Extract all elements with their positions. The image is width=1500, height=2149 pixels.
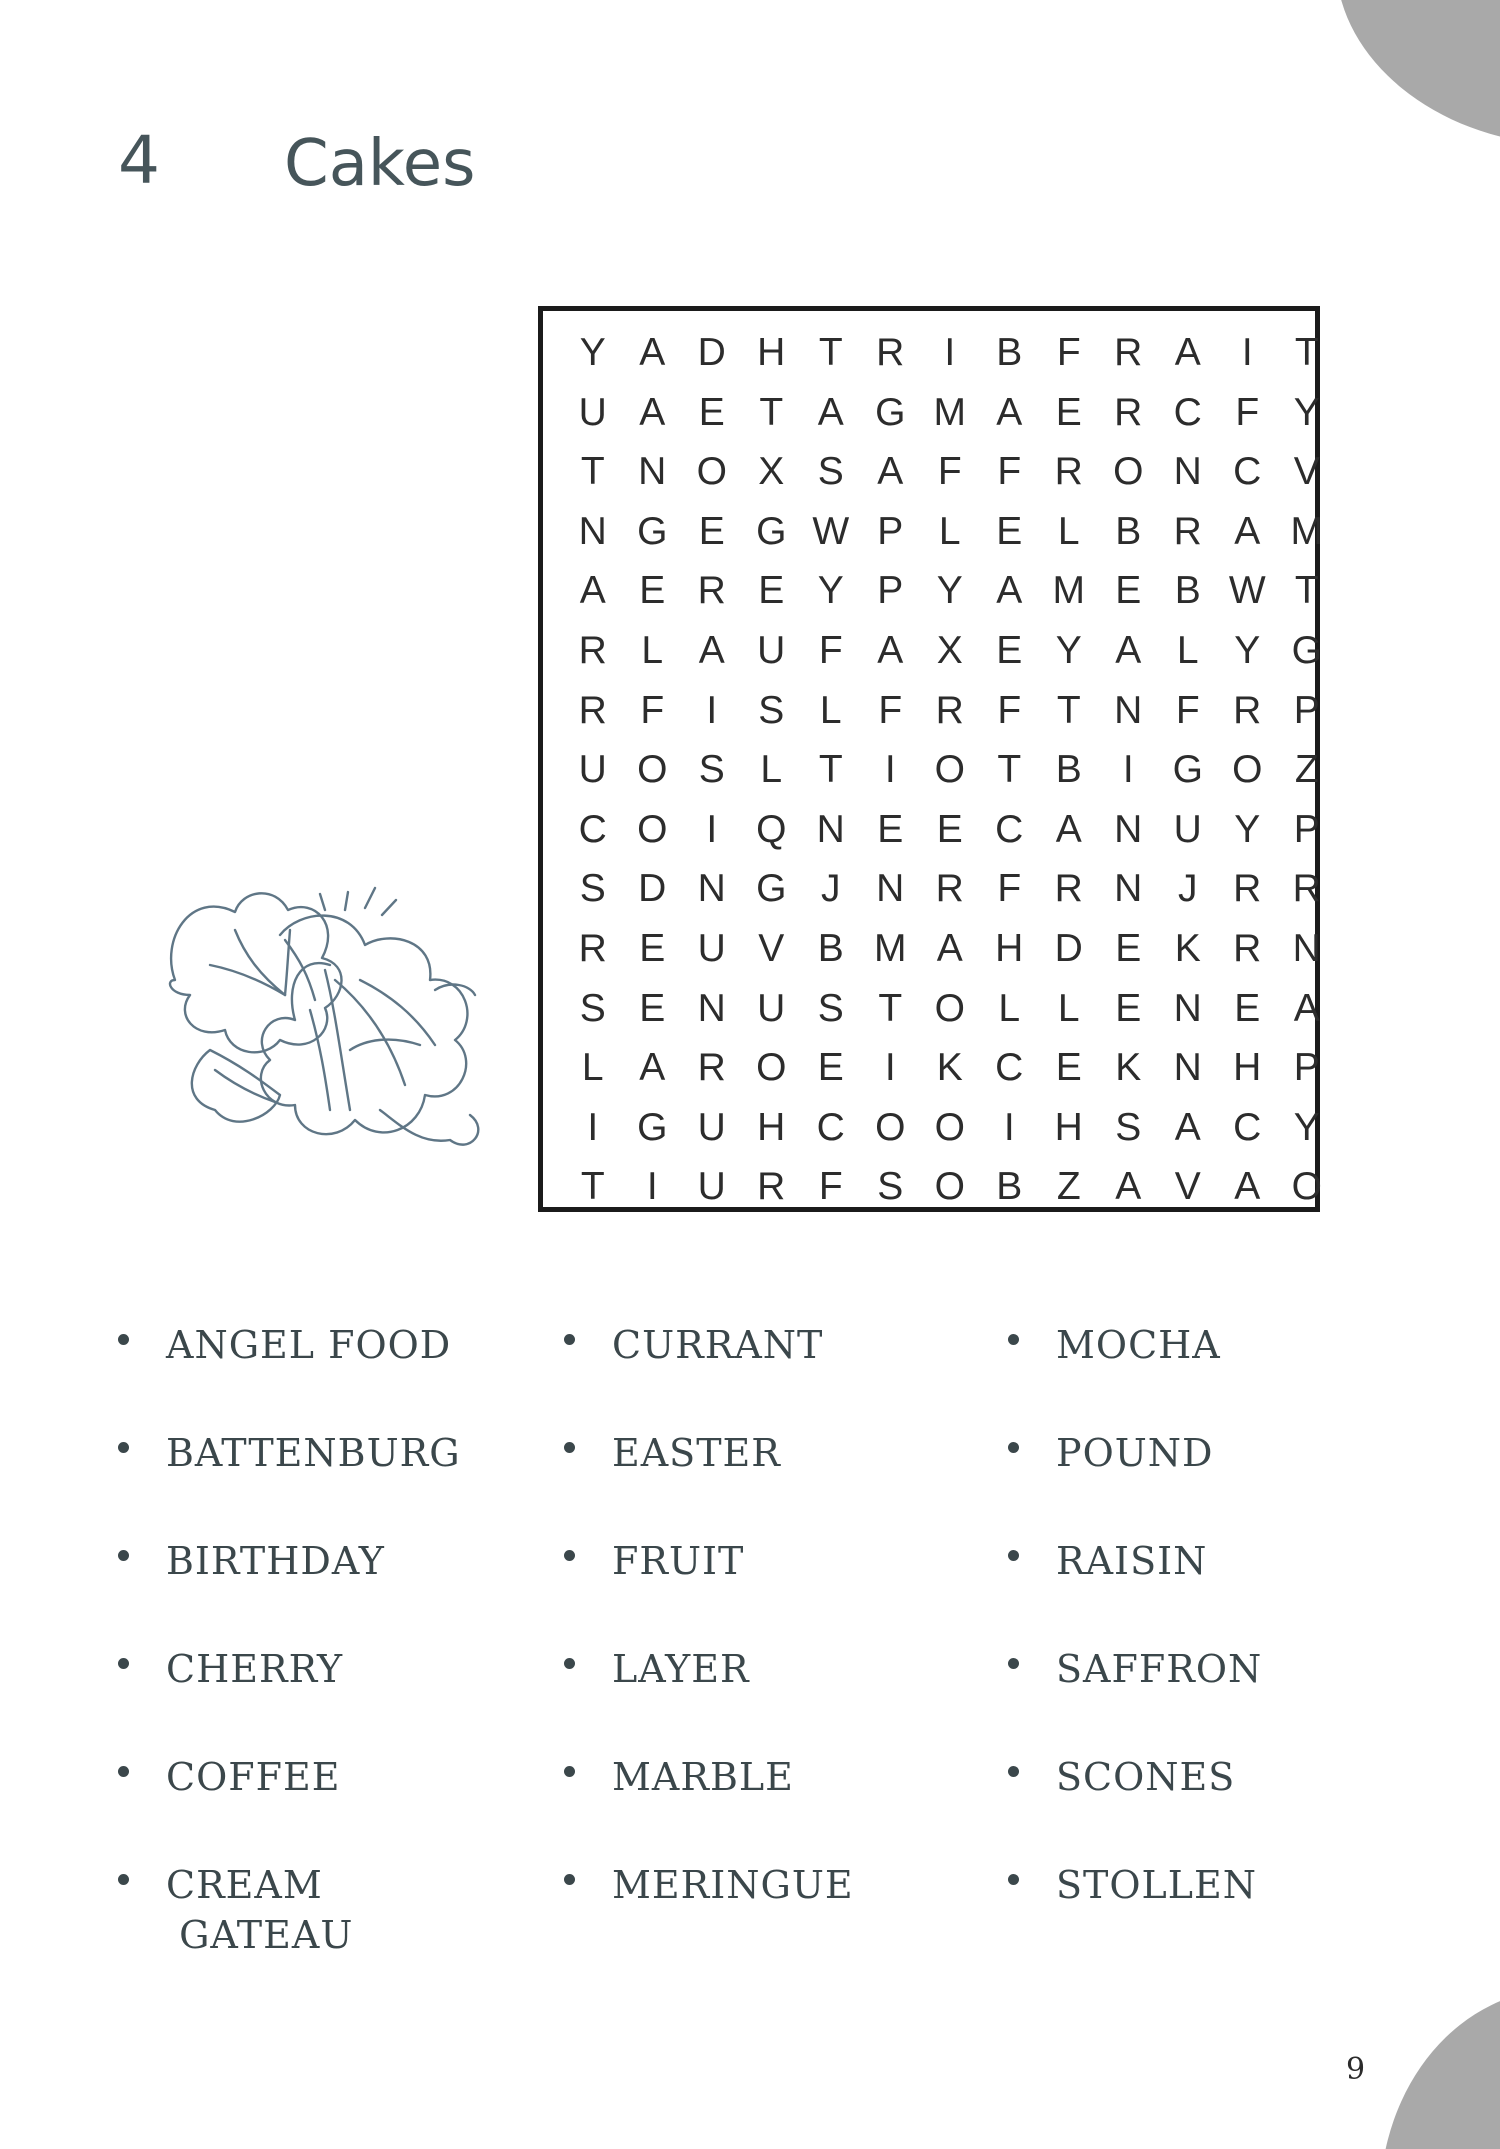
grid-letter[interactable]: Y bbox=[579, 331, 606, 374]
word-text: EASTER bbox=[612, 1431, 781, 1475]
grid-letter[interactable]: N bbox=[1173, 1046, 1202, 1090]
grid-letter[interactable]: H bbox=[757, 331, 786, 374]
grid-letter[interactable]: L bbox=[641, 628, 664, 672]
grid-letter[interactable]: S bbox=[817, 450, 844, 494]
grid-letter[interactable]: S bbox=[698, 748, 725, 792]
grid-letter[interactable]: N bbox=[578, 509, 607, 553]
word-text: MOCHA bbox=[1056, 1323, 1221, 1367]
grid-letter[interactable]: O bbox=[934, 1165, 965, 1209]
grid-letter[interactable]: Y bbox=[936, 569, 963, 613]
bullet-icon bbox=[564, 1442, 575, 1453]
grid-letter[interactable]: O bbox=[934, 748, 965, 792]
grid-letter[interactable]: X bbox=[936, 628, 963, 672]
grid-letter[interactable]: T bbox=[580, 1165, 605, 1209]
grid-letter[interactable]: F bbox=[937, 450, 962, 494]
word-text: MERINGUE bbox=[612, 1863, 854, 1907]
grid-letter[interactable]: K bbox=[936, 1046, 963, 1090]
grid-letter[interactable]: B bbox=[996, 331, 1023, 374]
grid-letter[interactable]: V bbox=[1293, 450, 1320, 494]
bullet-icon bbox=[564, 1658, 575, 1669]
grid-letter[interactable]: D bbox=[638, 867, 667, 911]
grid-letter[interactable]: A bbox=[996, 390, 1023, 434]
grid-letter[interactable]: A bbox=[996, 569, 1023, 613]
grid-letter[interactable]: R bbox=[1054, 867, 1083, 911]
grid-letter[interactable]: F bbox=[818, 628, 843, 672]
bullet-icon bbox=[118, 1442, 129, 1453]
bullet-icon bbox=[564, 1766, 575, 1777]
grid-letter[interactable]: E bbox=[1115, 986, 1142, 1030]
grid-letter[interactable]: U bbox=[1173, 807, 1202, 851]
grid-letter[interactable]: C bbox=[995, 807, 1024, 851]
grid-letter[interactable]: U bbox=[757, 628, 786, 672]
grid-letter[interactable]: B bbox=[817, 926, 844, 970]
grid-letter[interactable]: U bbox=[578, 748, 607, 792]
grid-letter[interactable]: E bbox=[877, 807, 904, 851]
grid-letter[interactable]: R bbox=[1292, 867, 1321, 911]
page-corner-top bbox=[1306, 0, 1500, 141]
bullet-icon bbox=[118, 1874, 129, 1885]
grid-letter[interactable]: G bbox=[1172, 748, 1203, 792]
grid-letter[interactable]: S bbox=[579, 867, 606, 911]
grid-letter[interactable]: E bbox=[639, 569, 666, 613]
grid-letter[interactable]: S bbox=[579, 986, 606, 1030]
grid-letter[interactable]: A bbox=[1174, 1105, 1201, 1149]
grid-letter[interactable]: A bbox=[1234, 1165, 1261, 1209]
grid-letter[interactable]: R bbox=[935, 867, 964, 911]
bullet-icon bbox=[118, 1658, 129, 1669]
grid-letter[interactable]: A bbox=[817, 390, 844, 434]
grid-letter[interactable]: H bbox=[1054, 1105, 1083, 1149]
grid-letter[interactable]: S bbox=[817, 986, 844, 1030]
grid-letter[interactable]: E bbox=[1055, 1046, 1082, 1090]
grid-letter[interactable]: Y bbox=[817, 569, 844, 613]
grid-letter[interactable]: L bbox=[760, 748, 783, 792]
grid-letter[interactable]: Z bbox=[1056, 1165, 1081, 1209]
grid-letter[interactable]: E bbox=[698, 509, 725, 553]
grid-letter[interactable]: L bbox=[1176, 628, 1199, 672]
grid-letter[interactable]: W bbox=[1228, 569, 1266, 613]
grid-letter[interactable]: T bbox=[818, 748, 843, 792]
grid-letter[interactable]: R bbox=[1233, 926, 1262, 970]
word-list bbox=[118, 1320, 1338, 2000]
bullet-icon bbox=[564, 1334, 575, 1345]
grid-letter[interactable]: G bbox=[637, 509, 668, 553]
grid-letter[interactable]: U bbox=[578, 390, 607, 434]
grid-letter[interactable]: I bbox=[646, 1165, 658, 1209]
grid-letter[interactable]: Y bbox=[1234, 807, 1261, 851]
grid-letter[interactable]: N bbox=[816, 807, 845, 851]
grid-letter[interactable]: Y bbox=[1055, 628, 1082, 672]
grid-letter[interactable]: A bbox=[639, 390, 666, 434]
grid-letter[interactable]: T bbox=[1294, 331, 1319, 374]
grid-letter[interactable]: P bbox=[1293, 688, 1320, 732]
grid-letter[interactable]: L bbox=[998, 986, 1021, 1030]
bullet-icon bbox=[1008, 1658, 1019, 1669]
puzzle-title: Cakes bbox=[284, 127, 476, 201]
grid-letter[interactable]: F bbox=[1056, 331, 1081, 374]
word-text: CHERRY bbox=[166, 1647, 344, 1691]
grid-letter[interactable]: X bbox=[758, 450, 785, 494]
grid-letter[interactable]: N bbox=[1114, 867, 1143, 911]
grid-letter[interactable]: C bbox=[578, 807, 607, 851]
bullet-icon bbox=[118, 1766, 129, 1777]
grid-letter[interactable]: T bbox=[759, 390, 784, 434]
grid-letter[interactable]: A bbox=[936, 926, 963, 970]
grid-letter[interactable]: Y bbox=[1293, 390, 1320, 434]
grid-letter[interactable]: F bbox=[640, 688, 665, 732]
word-text: SCONES bbox=[1056, 1755, 1236, 1799]
grid-letter[interactable]: R bbox=[876, 331, 905, 374]
bullet-icon bbox=[118, 1550, 129, 1561]
grid-letter[interactable]: D bbox=[1054, 926, 1083, 970]
grid-letter[interactable]: Z bbox=[1294, 748, 1319, 792]
bullet-icon bbox=[1008, 1550, 1019, 1561]
grid-letter[interactable]: R bbox=[935, 688, 964, 732]
grid-letter[interactable]: M bbox=[1052, 569, 1085, 613]
grid-letter[interactable]: A bbox=[1234, 509, 1261, 553]
grid-letter[interactable]: P bbox=[1293, 1046, 1320, 1090]
grid-letter[interactable]: H bbox=[757, 1105, 786, 1149]
word-text: RAISIN bbox=[1056, 1539, 1208, 1583]
grid-letter[interactable]: L bbox=[1057, 509, 1080, 553]
grid-letter[interactable]: I bbox=[1003, 1105, 1015, 1149]
grid-letter[interactable]: O bbox=[1232, 748, 1263, 792]
grid-letter[interactable]: Y bbox=[1234, 628, 1261, 672]
grid-letter[interactable]: E bbox=[698, 390, 725, 434]
grid-letter[interactable]: F bbox=[1175, 688, 1200, 732]
grid-letter[interactable]: T bbox=[818, 331, 843, 374]
grid-letter[interactable]: O bbox=[1113, 450, 1144, 494]
grid-letter[interactable]: G bbox=[1291, 628, 1322, 672]
grid-letter[interactable]: I bbox=[706, 688, 718, 732]
grid-letter[interactable]: Y bbox=[1293, 1105, 1320, 1149]
grid-letter[interactable]: I bbox=[884, 748, 896, 792]
grid-letter[interactable]: A bbox=[1055, 807, 1082, 851]
grid-letter[interactable]: E bbox=[936, 807, 963, 851]
grid-letter[interactable]: S bbox=[877, 1165, 904, 1209]
grid-letter[interactable]: N bbox=[1114, 688, 1143, 732]
grid-letter[interactable]: P bbox=[877, 569, 904, 613]
grid-letter[interactable]: R bbox=[757, 1165, 786, 1209]
grid-letter[interactable]: L bbox=[581, 1046, 604, 1090]
word-text: COFFEE bbox=[166, 1755, 341, 1799]
puzzle-number: 4 bbox=[118, 122, 160, 199]
grid-letter[interactable]: F bbox=[878, 688, 903, 732]
grid-letter[interactable]: A bbox=[1115, 1165, 1142, 1209]
grid-letter[interactable]: U bbox=[757, 986, 786, 1030]
word-text: SAFFRON bbox=[1056, 1647, 1263, 1691]
grid-letter[interactable]: J bbox=[821, 867, 841, 911]
grid-letter[interactable]: A bbox=[877, 628, 904, 672]
grid-letter[interactable]: T bbox=[1056, 688, 1081, 732]
grid-letter[interactable]: I bbox=[884, 1046, 896, 1090]
word-text: MARBLE bbox=[612, 1755, 794, 1799]
grid-letter[interactable]: C bbox=[1233, 450, 1262, 494]
grid-letter[interactable]: U bbox=[697, 1165, 726, 1209]
grid-letter[interactable]: E bbox=[996, 628, 1023, 672]
grid-letter[interactable]: V bbox=[1174, 1165, 1201, 1209]
grid-letter[interactable]: O bbox=[875, 1105, 906, 1149]
grid-letter[interactable]: N bbox=[638, 450, 667, 494]
grid-letter[interactable]: N bbox=[876, 867, 905, 911]
grid-letter[interactable]: F bbox=[997, 688, 1022, 732]
grid-letter[interactable]: R bbox=[578, 628, 607, 672]
grid-letter[interactable]: T bbox=[1294, 569, 1319, 613]
page-number: 9 bbox=[1346, 2052, 1366, 2087]
grid-letter[interactable]: D bbox=[697, 331, 726, 374]
grid-letter[interactable]: L bbox=[938, 509, 961, 553]
grid-letter[interactable]: R bbox=[578, 688, 607, 732]
grid-letter[interactable]: T bbox=[580, 450, 605, 494]
grid-letter[interactable]: E bbox=[817, 1046, 844, 1090]
grid-letter[interactable]: O bbox=[756, 1046, 787, 1090]
grid-letter[interactable]: G bbox=[756, 867, 787, 911]
grid-letter[interactable]: S bbox=[1115, 1105, 1142, 1149]
grid-letter[interactable]: N bbox=[1173, 450, 1202, 494]
grid-letter[interactable]: T bbox=[878, 986, 903, 1030]
grid-letter[interactable]: A bbox=[639, 331, 666, 374]
grid-letter[interactable]: H bbox=[995, 926, 1024, 970]
grid-letter[interactable]: L bbox=[819, 688, 842, 732]
grid-letter[interactable]: A bbox=[877, 450, 904, 494]
grid-letter[interactable]: N bbox=[1114, 807, 1143, 851]
grid-letter[interactable]: E bbox=[1234, 986, 1261, 1030]
grid-letter[interactable]: B bbox=[1115, 509, 1142, 553]
flower-illustration-icon bbox=[150, 870, 500, 1160]
bullet-icon bbox=[1008, 1442, 1019, 1453]
grid-letter[interactable]: F bbox=[997, 867, 1022, 911]
grid-letter[interactable]: C bbox=[1233, 1105, 1262, 1149]
grid-letter[interactable]: B bbox=[996, 1165, 1023, 1209]
word-search-grid bbox=[563, 323, 1337, 1217]
word-text: POUND bbox=[1056, 1431, 1214, 1475]
word-text: STOLLEN bbox=[1056, 1863, 1257, 1907]
bullet-icon bbox=[564, 1550, 575, 1561]
grid-letter[interactable]: O bbox=[637, 807, 668, 851]
grid-letter[interactable]: A bbox=[639, 1046, 666, 1090]
grid-letter[interactable]: M bbox=[874, 926, 907, 970]
bullet-icon bbox=[1008, 1874, 1019, 1885]
grid-letter[interactable]: C bbox=[1173, 390, 1202, 434]
grid-letter[interactable]: O bbox=[637, 748, 668, 792]
grid-letter[interactable]: R bbox=[578, 926, 607, 970]
grid-letter[interactable]: R bbox=[1233, 688, 1262, 732]
grid-letter[interactable]: A bbox=[579, 569, 606, 613]
grid-letter[interactable]: E bbox=[639, 986, 666, 1030]
grid-letter[interactable]: I bbox=[1241, 331, 1253, 374]
grid-letter[interactable]: E bbox=[1115, 569, 1142, 613]
grid-letter[interactable]: F bbox=[997, 450, 1022, 494]
grid-letter[interactable]: R bbox=[1054, 450, 1083, 494]
word-text: BATTENBURG bbox=[166, 1431, 461, 1475]
grid-letter[interactable]: I bbox=[587, 1105, 599, 1149]
page-corner-bottom bbox=[1380, 1989, 1500, 2149]
grid-letter[interactable]: M bbox=[933, 390, 966, 434]
grid-letter[interactable]: L bbox=[1057, 986, 1080, 1030]
bullet-icon bbox=[1008, 1766, 1019, 1777]
grid-letter[interactable]: R bbox=[1114, 390, 1143, 434]
grid-letter[interactable]: F bbox=[1235, 390, 1260, 434]
grid-letter[interactable]: U bbox=[697, 926, 726, 970]
grid-letter[interactable]: N bbox=[1173, 986, 1202, 1030]
grid-letter[interactable]: B bbox=[1174, 569, 1201, 613]
grid-letter[interactable]: E bbox=[639, 926, 666, 970]
word-text: LAYER bbox=[612, 1647, 750, 1691]
grid-letter[interactable]: S bbox=[758, 688, 785, 732]
word-text: ANGEL FOOD bbox=[166, 1323, 452, 1367]
grid-letter[interactable]: B bbox=[1055, 748, 1082, 792]
word-search-grid-frame bbox=[538, 306, 1323, 1212]
grid-letter[interactable]: A bbox=[1174, 331, 1201, 374]
word-text: CURRANT bbox=[612, 1323, 824, 1367]
grid-letter[interactable]: R bbox=[1233, 867, 1262, 911]
grid-letter[interactable]: W bbox=[812, 509, 850, 553]
bullet-icon bbox=[564, 1874, 575, 1885]
grid-letter[interactable]: E bbox=[758, 569, 785, 613]
grid-letter[interactable]: U bbox=[697, 1105, 726, 1149]
grid-letter[interactable]: K bbox=[1115, 1046, 1142, 1090]
grid-letter[interactable]: C bbox=[995, 1046, 1024, 1090]
bullet-icon bbox=[118, 1334, 129, 1345]
grid-letter[interactable]: G bbox=[756, 509, 787, 553]
word-text: FRUIT bbox=[612, 1539, 745, 1583]
grid-letter[interactable]: I bbox=[944, 331, 956, 374]
grid-letter[interactable]: E bbox=[996, 509, 1023, 553]
bullet-icon bbox=[1008, 1334, 1019, 1345]
grid-letter[interactable]: E bbox=[1055, 390, 1082, 434]
grid-letter[interactable]: R bbox=[1114, 331, 1143, 374]
grid-letter[interactable]: G bbox=[875, 390, 906, 434]
grid-letter[interactable]: T bbox=[997, 748, 1022, 792]
grid-letter[interactable]: K bbox=[1174, 926, 1201, 970]
grid-letter[interactable]: E bbox=[1115, 926, 1142, 970]
grid-letter[interactable]: G bbox=[637, 1105, 668, 1149]
word-text: BIRTHDAY bbox=[166, 1539, 385, 1583]
grid-letter[interactable]: H bbox=[1233, 1046, 1262, 1090]
grid-letter[interactable]: A bbox=[1293, 986, 1320, 1030]
grid-letter[interactable]: R bbox=[697, 1046, 726, 1090]
grid-letter[interactable]: I bbox=[1122, 748, 1134, 792]
grid-letter[interactable]: V bbox=[758, 926, 785, 970]
grid-letter[interactable]: I bbox=[706, 807, 718, 851]
grid-letter[interactable]: A bbox=[698, 628, 725, 672]
grid-letter[interactable]: Q bbox=[756, 807, 787, 851]
grid-letter[interactable]: R bbox=[697, 569, 726, 613]
grid-letter[interactable]: O bbox=[1291, 1165, 1322, 1209]
grid-letter[interactable]: N bbox=[697, 867, 726, 911]
grid-letter[interactable]: O bbox=[934, 1105, 965, 1149]
grid-letter[interactable]: J bbox=[1178, 867, 1198, 911]
grid-letter[interactable]: A bbox=[1115, 628, 1142, 672]
grid-letter[interactable]: P bbox=[1293, 807, 1320, 851]
grid-letter[interactable]: M bbox=[1290, 509, 1323, 553]
grid-letter[interactable]: O bbox=[696, 450, 727, 494]
grid-letter[interactable]: P bbox=[877, 509, 904, 553]
grid-letter[interactable]: F bbox=[818, 1165, 843, 1209]
grid-letter[interactable]: R bbox=[1173, 509, 1202, 553]
word-text: CREAM GATEAU bbox=[166, 1863, 354, 1957]
grid-letter[interactable]: N bbox=[697, 986, 726, 1030]
grid-letter[interactable]: N bbox=[1292, 926, 1321, 970]
grid-letter[interactable]: C bbox=[816, 1105, 845, 1149]
grid-letter[interactable]: O bbox=[934, 986, 965, 1030]
